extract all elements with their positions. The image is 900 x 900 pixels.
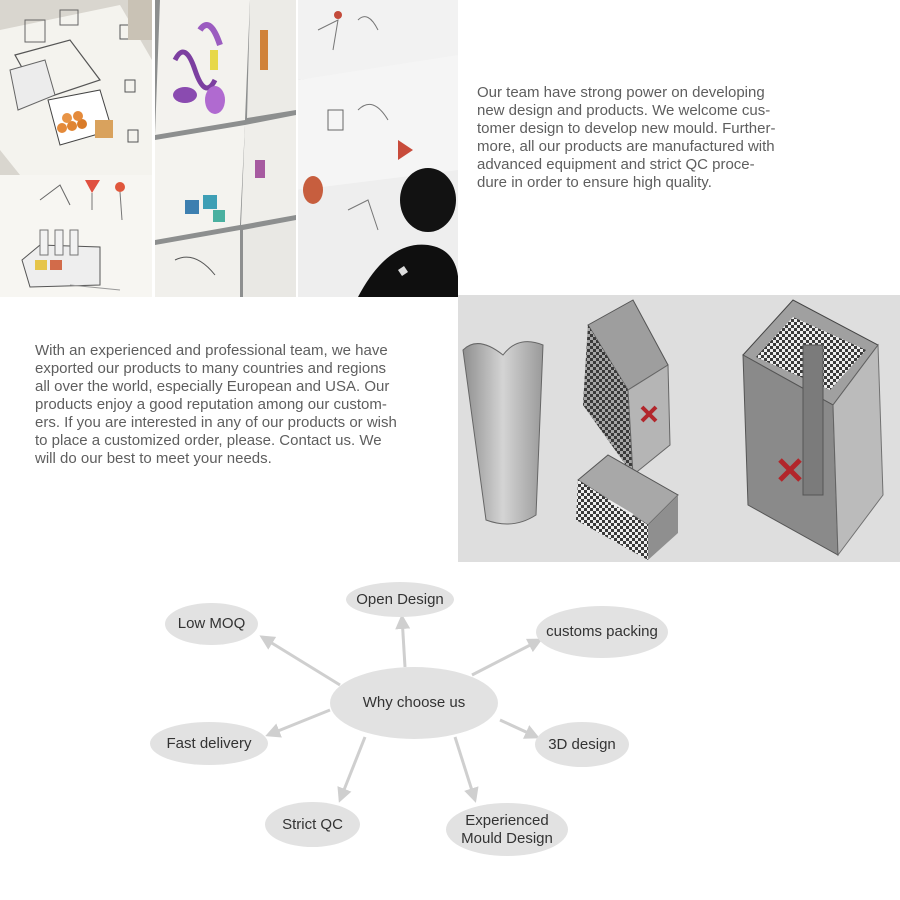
node-low-moq: Low MOQ (165, 603, 258, 645)
sketch-detail-photo (0, 175, 152, 297)
node-mould-design: Experienced Mould Design (446, 803, 568, 856)
node-customs-packing: customs packing (536, 606, 668, 658)
intro-paragraph: Our team have strong power on developing new design and products. We welcome cus- tomer design to develop new mould. Further- more, all our products are manufactured with advanced equipment and strict QC proce- dure in order to ensure high quality. (477, 84, 776, 191)
node-strict-qc: Strict QC (265, 802, 360, 847)
node-fast-delivery: Fast delivery (150, 722, 268, 765)
arrow-to-customs-packing (472, 640, 540, 675)
arrow-to-3d-design (500, 720, 537, 737)
node-open-design: Open Design (346, 582, 454, 617)
arrow-to-mould-design (455, 737, 475, 800)
arrow-to-strict-qc (340, 737, 365, 800)
arrow-to-open-design (402, 617, 405, 667)
arrow-to-fast-delivery (268, 710, 330, 735)
sketch-wall-photo (155, 0, 296, 297)
center-node: Why choose us (330, 667, 498, 739)
sketch-table-photo (0, 0, 152, 175)
arrow-to-low-moq (262, 637, 340, 685)
node-3d-design: 3D design (535, 722, 629, 767)
why-choose-us-diagram (0, 565, 900, 900)
designer-photo (298, 0, 458, 297)
team-paragraph: With an experienced and professional team, we have exported our products to many countries and regions all over the world, especially European and USA. Our products enjoy a good reputation among our custom- ers. If you are interested in any of our products or wish to place a customized order, please. Contact us. We will do our best to meet your needs. (35, 342, 397, 467)
product-3d-render (458, 295, 900, 562)
